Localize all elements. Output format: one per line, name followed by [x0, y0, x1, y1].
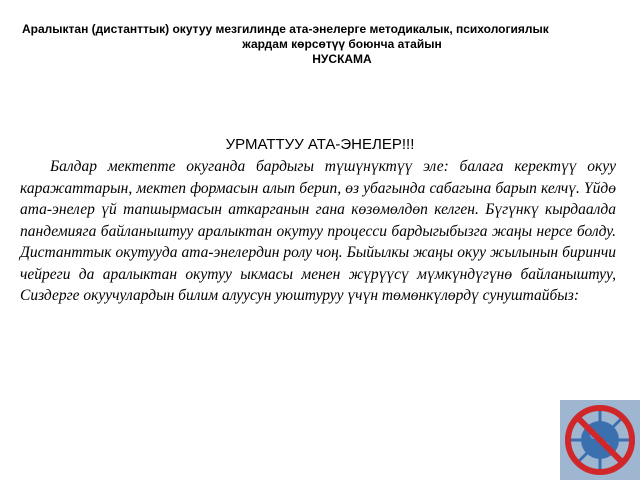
- greeting: УРМАТТУУ АТА-ЭНЕЛЕР!!!: [225, 136, 415, 153]
- header-line-2: жардам көрсөтүү боюнча атайын: [242, 37, 442, 51]
- no-virus-icon: [560, 400, 640, 480]
- body-paragraph: Балдар мектепте окуганда бардыгы түшүнүктүү эле: балага керектүү окуу каражаттарын, мектеп формасын алып берип, өз убагында сабагына барып келчү. Үйдө ата-энелер үй тапшырмасын аткарганын гана көзөмөлдөп келген. Бүгүнкү кырдаалда пандемияга байланыштуу аралыктан окутуу процесси бардыгыбызга жаңы нерсе болду. Дистанттык окутууда ата-энелердин ролу чоң. Быйылкы жаңы окуу жылынын биринчи чейреги да аралыктан окутуу ыкмасы менен жүрүүсү мүмкүндүгүнө байланыштуу, Сиздерге окуучулардын билим алуусун уюштуруу үчүн төмөнкүлөрдү сунуштайбыз:: [20, 158, 616, 304]
- document-header: [22, 22, 622, 67]
- header-line-1: Аралыктан (дистанттык) окутуу мезгилинде ата-энелерге методикалык, психологиялык: [22, 22, 549, 36]
- header-title: НУСКАМА: [312, 52, 372, 66]
- virus-graphic: [560, 400, 640, 480]
